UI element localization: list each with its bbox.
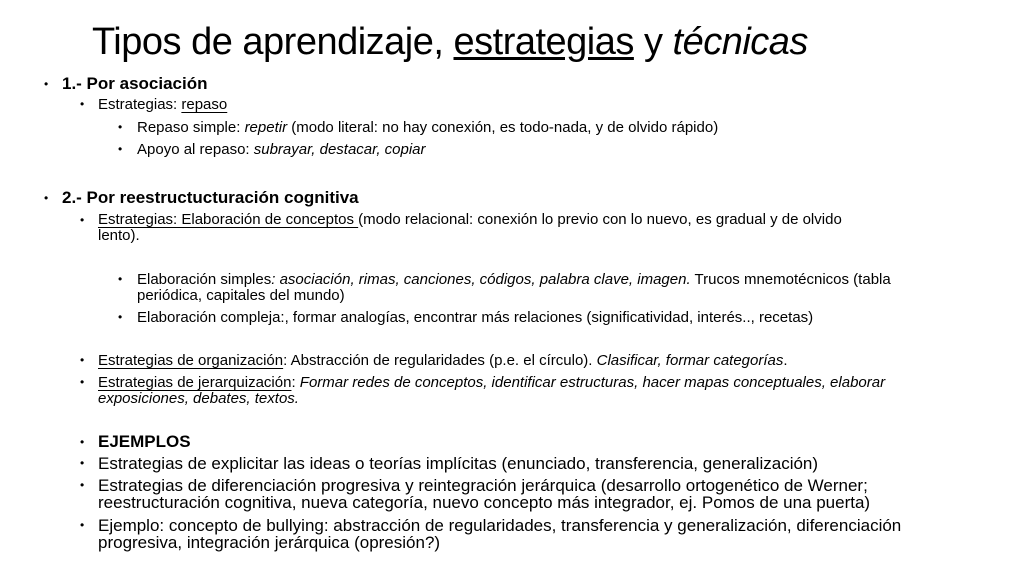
jerarquizacion-italic: Formar redes de conceptos, identificar estructuras, hacer mapas conceptuales, elaborar (299, 374, 886, 391)
jerarquizacion-label: Estrategias de jerarquización (98, 374, 292, 391)
elaboracion-label: Estrategias: Elaboración de conceptos (98, 211, 359, 228)
ejemplo-item-3-line-1: Ejemplo: concepto de bullying: abstracción de regularidades, transferencia y generalización, diferenciación (98, 516, 902, 535)
title-part-1: Tipos de aprendizaje (92, 21, 434, 63)
title-part-2: estrategias (453, 21, 634, 63)
elaboracion-simples-item (137, 272, 891, 303)
apoyo-repaso-item (137, 142, 426, 157)
jerarquizacion-text: : (291, 374, 300, 391)
bullet: • (80, 456, 85, 470)
section-1-heading: 1.- Por asociación (62, 74, 208, 93)
repaso-simple-item (137, 120, 718, 135)
bullet: • (80, 353, 85, 367)
ejemplo-item-3 (98, 517, 901, 551)
strategies-value: repaso (181, 96, 228, 113)
elaboracion-text-cont: lento). (98, 227, 140, 244)
item-italic: subrayar, destacar, copiar (253, 141, 426, 158)
ejemplo-item-2-line-1: Estrategias de diferenciación progresiva y reintegración jerárquica (desarrollo ortogenético de Werner; (98, 476, 868, 495)
bullet: • (80, 97, 85, 111)
bullet: • (80, 375, 85, 389)
title-part-3: técnicas (672, 21, 808, 63)
item-label: Elaboración simples (137, 271, 272, 288)
ejemplo-item-3-line-2: progresiva, integración jerárquica (opresión?) (98, 533, 441, 552)
bullet: • (118, 310, 123, 324)
ejemplo-item-2 (98, 477, 870, 511)
strategies-label: Estrategias: (98, 96, 182, 113)
item-text: Trucos mnemotécnicos (tabla (690, 271, 891, 288)
title-separator-2: y (633, 21, 673, 63)
jerarquizacion-strategies (98, 375, 885, 406)
ejemplos-heading: EJEMPLOS (98, 432, 191, 451)
elaboracion-text: (modo relacional: conexión lo previo con lo nuevo, es gradual y de olvido (358, 211, 842, 228)
item-italic: repetir (244, 119, 288, 136)
slide-title (92, 18, 808, 66)
bullet: • (44, 77, 49, 91)
bullet: • (118, 142, 123, 156)
bullet: • (80, 518, 85, 532)
bullet: • (80, 478, 85, 492)
bullet: • (118, 120, 123, 134)
organizacion-italic: Clasificar, formar categorías (596, 352, 784, 369)
item-label: Apoyo al repaso: (137, 141, 254, 158)
section-2-heading: 2.- Por reestructucturación cognitiva (62, 188, 359, 207)
item-text: (modo literal: no hay conexión, es todo-nada, y de olvido rápido) (287, 119, 719, 136)
bullet: • (80, 435, 85, 449)
organizacion-label: Estrategias de organización (98, 352, 284, 369)
item-label: Repaso simple: (137, 119, 245, 136)
bullet: • (44, 191, 49, 205)
ejemplo-item-1: Estrategias de explicitar las ideas o teorías implícitas (enunciado, transferencia, generalización) (98, 454, 819, 473)
bullet: • (118, 272, 123, 286)
organizacion-strategies (98, 353, 788, 368)
elaboracion-compleja-item: Elaboración compleja:, formar analogías, encontrar más relaciones (significatividad, interés.., recetas) (137, 309, 814, 326)
elaboracion-strategies (98, 212, 842, 243)
organizacion-text: : Abstracción de regularidades (p.e. el círculo). (283, 352, 597, 369)
title-separator: , (433, 21, 454, 63)
ejemplo-item-2-line-2: reestructuración cognitiva, nueva categoría, nuevo concepto más integrador, ej. Pomos de una puerta) (98, 493, 871, 512)
item-italic: : asociación, rimas, canciones, códigos, palabra clave, imagen. (271, 271, 691, 288)
jerarquizacion-italic-cont: exposiciones, debates, textos. (98, 390, 299, 407)
item-text-cont: periódica, capitales del mundo) (137, 287, 345, 304)
bullet: • (80, 213, 85, 227)
organizacion-end: . (783, 352, 788, 369)
section-1-strategies (98, 97, 227, 112)
